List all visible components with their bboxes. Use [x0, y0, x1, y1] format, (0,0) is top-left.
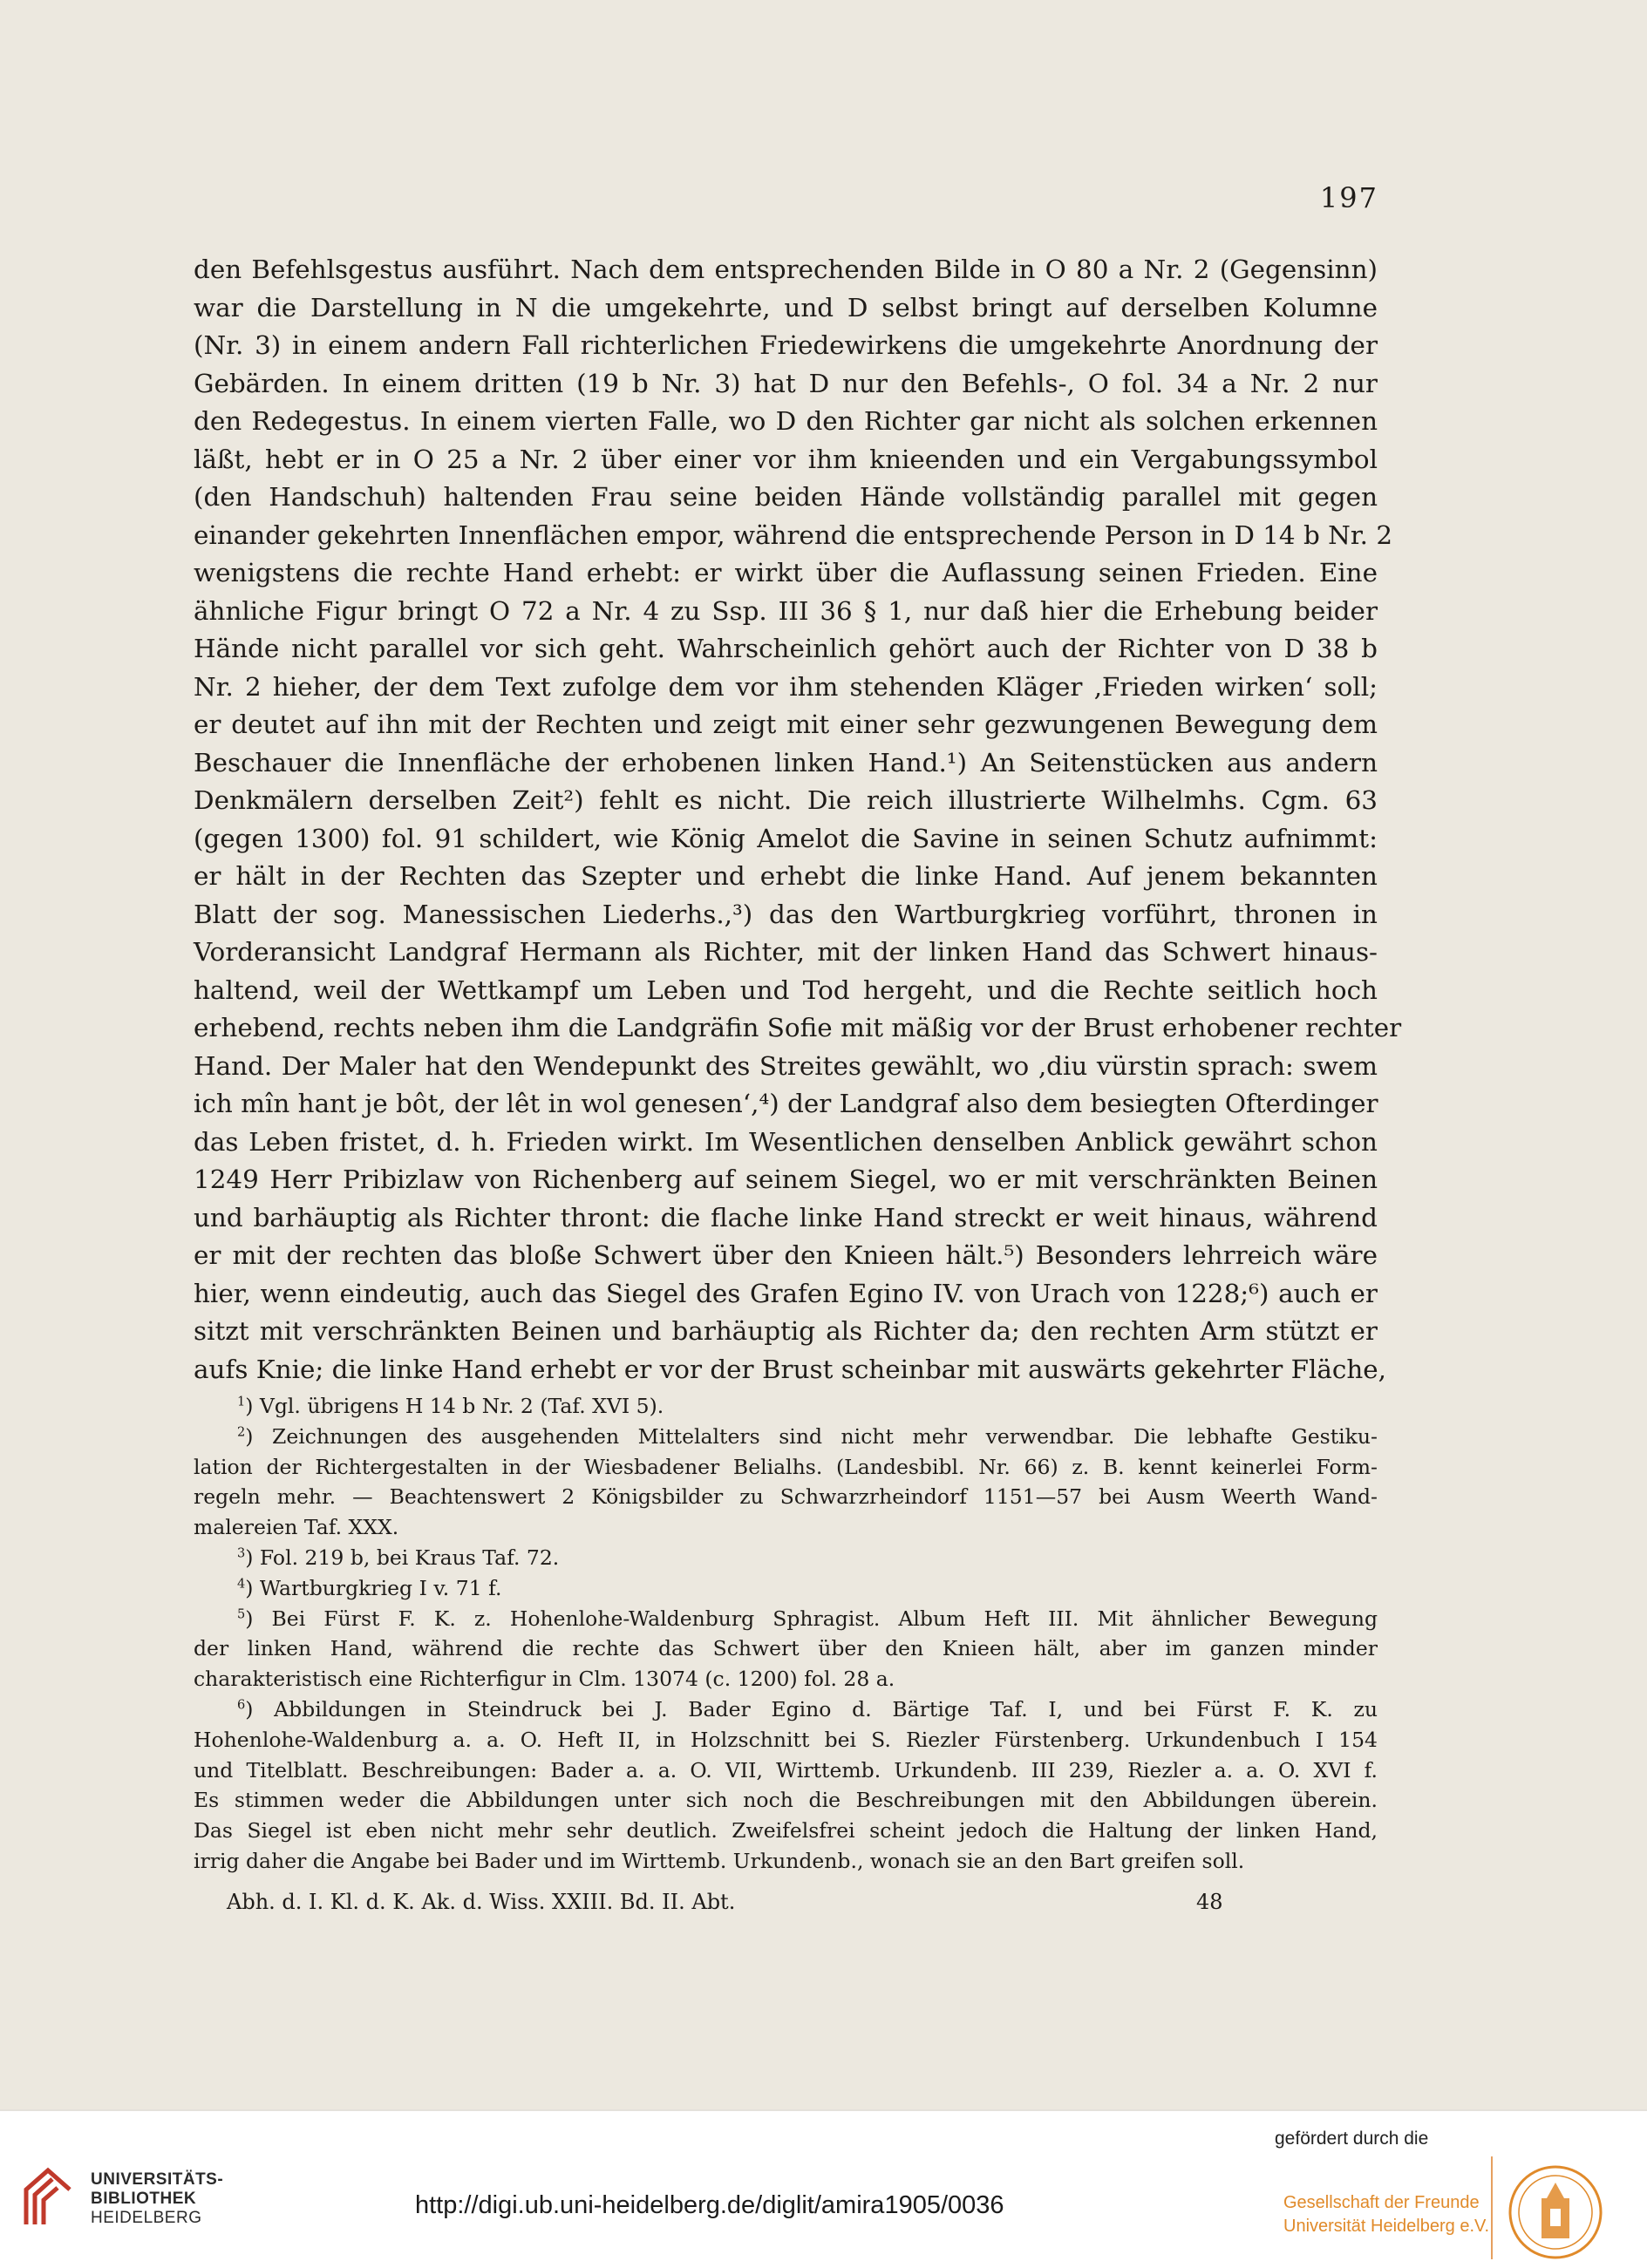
footer-sheet-number: 48: [1196, 1890, 1223, 1914]
footnote-line: $^3$) Fol. 219 b, bei Kraus Taf. 72.: [237, 1545, 560, 1570]
footnote-text: Vgl. übrigens H 14 b Nr. 2 (Taf. XVI 5).: [259, 1394, 664, 1418]
page-number: 197: [1319, 181, 1378, 214]
library-name-line: HEIDELBERG: [91, 2209, 202, 2227]
body-line: den Redegestus. In einem vierten Falle, wo D den Richter gar nicht als solchen erkennen: [194, 406, 1378, 436]
ub-logo-icon: [17, 2163, 78, 2231]
body-line: Vorderansicht Landgraf Hermann als Richter, mit der linken Hand das Schwert hinaus-: [194, 937, 1378, 967]
footnote-line: lation der Richtergestalten in der Wiesbadener Belialhs. (Landesbibl. Nr. 66) z. B. kennt keinerlei Form-: [194, 1454, 1378, 1479]
body-line: Gebärden. In einem dritten (19 b Nr. 3) hat D nur den Befehls-, O fol. 34 a Nr. 2 nur: [194, 368, 1378, 398]
sponsor-divider: [1491, 2156, 1493, 2259]
body-line: Hand. Der Maler hat den Wendepunkt des Streites gewählt, wo ‚diu vürstin sprach: swem: [194, 1050, 1378, 1081]
footnote-line: $^6$) Abbildungen in Steindruck bei J. Bader Egino d. Bärtige Taf. I, und bei Fürst F. K. zu: [237, 1696, 1378, 1721]
footer-signature: Abh. d. I. Kl. d. K. Ak. d. Wiss. XXIII. Bd. II. Abt.: [227, 1890, 736, 1914]
sponsor-caption: gefördert durch die: [1275, 2129, 1429, 2149]
sponsor-name-line: Universität Heidelberg e.V.: [1283, 2217, 1490, 2236]
body-line: hier, wenn eindeutig, auch das Siegel des Grafen Egino IV. von Urach von 1228;⁶) auch er: [194, 1278, 1378, 1308]
body-line: Nr. 2 hieher, der dem Text zufolge dem vor ihm stehenden Kläger ‚Frieden wirken‘ soll;: [194, 671, 1378, 702]
body-line: den Befehlsgestus ausführt. Nach dem entsprechenden Bilde in O 80 a Nr. 2 (Gegensinn): [194, 255, 1378, 284]
permalink-url[interactable]: http://digi.ub.uni-heidelberg.de/diglit/amira1905/0036: [415, 2191, 1004, 2219]
body-line: er mit der rechten das bloße Schwert über den Knieen hält.⁵) Besonders lehrreich wäre: [194, 1240, 1378, 1270]
footnote-text: Wartburgkrieg I v. 71 f.: [259, 1575, 502, 1600]
body-line: haltend, weil der Wettkampf um Leben und Tod hergeht, und die Rechte seitlich hoch: [194, 974, 1378, 1005]
footnote-2: [194, 1422, 1378, 1543]
footnote-mark: 2: [237, 1424, 246, 1440]
footnote-5: [194, 1604, 1378, 1694]
body-line: 1249 Herr Pribizlaw von Richenberg auf seinem Siegel, wo er mit verschränkten Beinen: [194, 1165, 1378, 1194]
footnote-line: Hohenlohe-Waldenburg a. a. O. Heft II, in Holzschnitt bei S. Riezler Fürstenberg. Urkundenbuch I 154: [194, 1727, 1378, 1752]
body-line: erhebend, rechts neben ihm die Landgräfin Sofie mit mäßig vor der Brust erhobener rechter: [194, 1013, 1402, 1042]
body-line: Denkmälern derselben Zeit²) fehlt es nicht. Die reich illustrierte Wilhelmhs. Cgm. 63: [194, 785, 1378, 815]
footnote-text: Zeichnungen des ausgehenden Mittelalters sind nicht mehr verwendbar. Die lebhafte Gestiku-: [272, 1423, 1378, 1449]
body-line: und barhäuptig als Richter thront: die flache linke Hand streckt er weit hinaus, während: [194, 1202, 1378, 1232]
body-line: (den Handschuh) haltenden Frau seine beiden Hände vollständig parallel mit gegen: [194, 482, 1378, 512]
body-line: er hält in der Rechten das Szepter und erhebt die linke Hand. Auf jenem bekannten: [194, 861, 1378, 891]
footnote-line: $^2$) Zeichnungen des ausgehenden Mittelalters sind nicht mehr verwendbar. Die lebhafte Gestiku-: [237, 1423, 1378, 1449]
library-name: [91, 2170, 223, 2228]
footnote-mark: 6: [237, 1697, 246, 1713]
library-bar: [0, 2109, 1647, 2268]
footnote-text: Bei Fürst F. K. z. Hohenlohe-Waldenburg Sphragist. Album Heft III. Mit ähnlicher Bewegung: [271, 1606, 1378, 1631]
body-line: Beschauer die Innenfläche der erhobenen linken Hand.¹) An Seitenstücken aus andern: [194, 747, 1378, 778]
footnote-line: $^4$) Wartburgkrieg I v. 71 f.: [237, 1575, 502, 1600]
body-line: er deutet auf ihn mit der Rechten und zeigt mit einer sehr gezwungenen Bewegung dem: [194, 710, 1378, 739]
sponsor-name: [1283, 2191, 1489, 2238]
university-seal-icon: [1507, 2163, 1604, 2261]
library-name-line: UNIVERSITÄTS-: [91, 2170, 224, 2189]
body-line: das Leben fristet, d. h. Frieden wirkt. Im Wesentlichen denselben Anblick gewährt schon: [194, 1126, 1378, 1157]
footnote-line: Es stimmen weder die Abbildungen unter sich noch die Beschreibungen mit den Abbildungen überein.: [194, 1788, 1378, 1813]
body-line: Hände nicht parallel vor sich geht. Wahrscheinlich gehört auch der Richter von D 38 b: [194, 634, 1378, 663]
body-line: Blatt der sog. Manessischen Liederhs.,³) das den Wartburgkrieg vorführt, thronen in: [194, 899, 1378, 929]
body-line: einander gekehrten Innenflächen empor, während die entsprechende Person in D 14 b Nr. 2: [194, 519, 1393, 550]
footnote-mark: 5: [237, 1606, 246, 1621]
footnote-mark: 1: [237, 1394, 246, 1409]
body-line: war die Darstellung in N die umgekehrte, und D selbst bringt auf derselben Kolumne: [194, 292, 1378, 323]
body-line: (Nr. 3) in einem andern Fall richterlichen Friedewirkens die umgekehrte Anordnung der: [194, 330, 1378, 360]
sponsor-name-line: Gesellschaft der Freunde: [1283, 2193, 1480, 2212]
footnote-text: Fol. 219 b, bei Kraus Taf. 72.: [259, 1545, 560, 1570]
footnote-line: regeln mehr. — Beachtenswert 2 Königsbilder zu Schwarzrheindorf 1151—57 bei Ausm Weerth Wand-: [194, 1484, 1378, 1510]
footnotes: [194, 1391, 1378, 1877]
footnote-6: [194, 1694, 1378, 1877]
footnote-mark: 4: [237, 1576, 246, 1592]
footnote-line: $^5$) Bei Fürst F. K. z. Hohenlohe-Waldenburg Sphragist. Album Heft III. Mit ähnlicher Bewegung: [237, 1606, 1378, 1631]
library-name-line: BIBLIOTHEK: [91, 2190, 197, 2208]
footnote-line: Das Siegel ist eben nicht mehr sehr deutlich. Zweifelsfrei scheint jedoch die Haltung der linken Hand,: [194, 1818, 1378, 1844]
footnote-line: und Titelblatt. Beschreibungen: Bader a. a. O. VII, Wirttemb. Urkundenb. III 239, Riezler a. a. O. XVI f.: [194, 1757, 1378, 1782]
footnote-1: [194, 1391, 1378, 1422]
footnote-line: der linken Hand, während die rechte das Schwert über den Knieen hält, aber im ganzen minder: [194, 1636, 1378, 1661]
body-line: sitzt mit verschränkten Beinen und barhäuptig als Richter da; den rechten Arm stützt er: [194, 1316, 1378, 1346]
body-line: ähnliche Figur bringt O 72 a Nr. 4 zu Ssp. III 36 § 1, nur daß hier die Erhebung beider: [194, 595, 1378, 626]
footnote-3: [194, 1543, 1378, 1573]
body-line: ich mîn hant je bôt, der lêt in wol genesen‘,⁴) der Landgraf also dem besiegten Ofterdinger: [194, 1089, 1378, 1118]
footnote-4: [194, 1573, 1378, 1604]
footnote-mark: 3: [237, 1545, 246, 1561]
body-line: läßt, hebt er in O 25 a Nr. 2 über einer vor ihm knieenden und ein Vergabungssymbol: [194, 444, 1378, 474]
body-line: wenigstens die rechte Hand erhebt: er wirkt über die Auflassung seinen Frieden. Eine: [194, 558, 1378, 587]
body-line: (gegen 1300) fol. 91 schildert, wie König Amelot die Savine in seinen Schutz aufnimmt:: [194, 823, 1378, 853]
footnote-line: charakteristisch eine Richterfigur in Clm. 13074 (c. 1200) fol. 28 a.: [194, 1667, 895, 1692]
footnote-line: irrig daher die Angabe bei Bader und im Wirttemb. Urkundenb., wonach sie an den Bart greifen soll.: [194, 1848, 1245, 1873]
body-line: aufs Knie; die linke Hand erhebt er vor der Brust scheinbar mit auswärts gekehrter Fläche,: [194, 1354, 1387, 1384]
body-text: [194, 251, 1402, 1389]
footnote-line: $^1$) Vgl. übrigens H 14 b Nr. 2 (Taf. XVI 5).: [237, 1394, 664, 1418]
footnote-line: malereien Taf. XXX.: [194, 1515, 399, 1540]
footnote-text: Abbildungen in Steindruck bei J. Bader Egino d. Bärtige Taf. I, und bei Fürst F. K. zu: [274, 1696, 1378, 1721]
